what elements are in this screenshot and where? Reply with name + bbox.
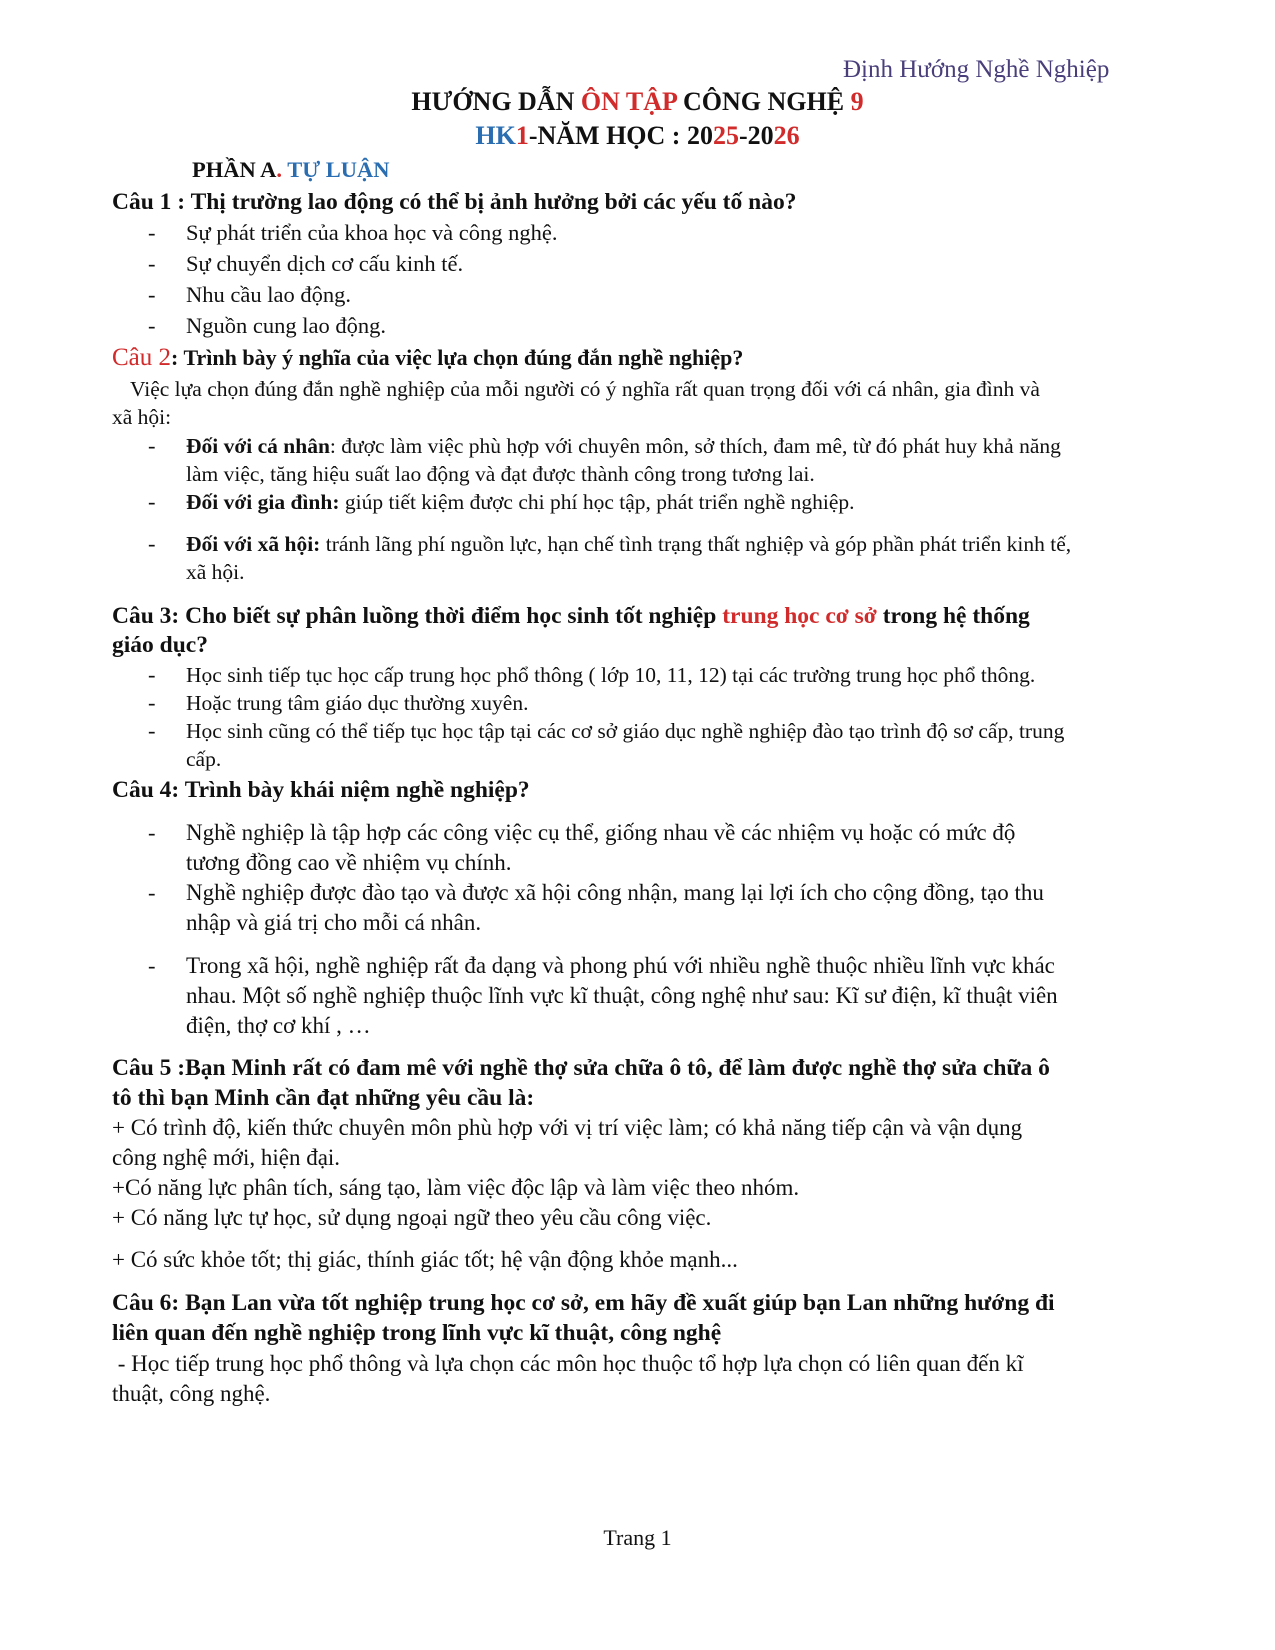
title-part: HK [475, 121, 516, 150]
q1-item: Nguồn cung lao động. [186, 313, 386, 338]
part-a-label: PHẦN A [192, 157, 277, 182]
question-3-text: trong hệ thống [876, 603, 1030, 629]
question-5-line-2: tô thì bạn Minh cần đạt những yêu cầu là: [112, 1085, 535, 1111]
title-part: CÔNG NGHỆ [676, 87, 851, 116]
page-number: Trang 1 [603, 1525, 672, 1550]
q2-intro-line: Việc lựa chọn đúng đắn nghề nghiệp của mỗi người có ý nghĩa rất quan trọng đối với cá nhân, gia đình và [130, 377, 1040, 401]
q2-item-text: : được làm việc phù hợp với chuyên môn, sở thích, đam mê, từ đó phát huy khả năng [329, 434, 1061, 458]
question-3-highlight: trung học cơ sở [722, 603, 877, 629]
q3-item: Hoặc trung tâm giáo dục thường xuyên. [186, 691, 529, 715]
title-part: -NĂM HỌC : 20 [528, 121, 713, 150]
question-2-label: Câu 2 [112, 344, 172, 371]
question-3-line-2: giáo dục? [112, 632, 208, 658]
question-2 [112, 344, 743, 372]
title-part: 1 [515, 121, 529, 150]
q2-item-continuation: làm việc, tăng hiệu suất lao động và đạt được thành công trong tương lai. [186, 462, 815, 486]
q5-answer-line: +Có năng lực phân tích, sáng tạo, làm việc độc lập và làm việc theo nhóm. [112, 1175, 800, 1200]
q1-item: Sự phát triển của khoa học và công nghệ. [186, 220, 558, 245]
bullet-dash: - [148, 953, 156, 978]
q4-item: Trong xã hội, nghề nghiệp rất đa dạng và phong phú với nhiều nghề thuộc nhiều lĩnh vực khác [186, 953, 1055, 978]
q4-item: Nghề nghiệp được đào tạo và được xã hội công nhận, mang lại lợi ích cho cộng đồng, tạo thu [186, 880, 1044, 905]
bullet-dash: - [148, 690, 156, 715]
q4-item-continuation: nhau. Một số nghề nghiệp thuộc lĩnh vực kĩ thuật, công nghệ như sau: Kĩ sư điện, kĩ thuật viên [186, 983, 1058, 1008]
q3-item: Học sinh cũng có thể tiếp tục học tập tại các cơ sở giáo dục nghề nghiệp đào tạo trình độ sơ cấp, trung [186, 719, 1065, 743]
bullet-dash: - [148, 313, 156, 338]
q2-item-label: Đối với cá nhân [186, 434, 330, 458]
part-a-heading [192, 156, 390, 184]
q4-item: Nghề nghiệp là tập hợp các công việc cụ thể, giống nhau về các nhiệm vụ hoặc có mức độ [186, 820, 1016, 845]
title-part: HƯỚNG DẪN [411, 87, 581, 116]
question-6-line-2: liên quan đến nghề nghiệp trong lĩnh vực kĩ thuật, công nghệ [112, 1320, 722, 1346]
q5-answer-line: công nghệ mới, hiện đại. [112, 1145, 341, 1170]
title-part: 9 [850, 87, 864, 116]
question-2-text: : Trình bày ý nghĩa của việc lựa chọn đúng đắn nghề nghiệp? [171, 345, 744, 370]
bullet-dash: - [148, 282, 156, 307]
q4-item-continuation: điện, thợ cơ khí , … [186, 1013, 371, 1038]
question-6: Câu 6: Bạn Lan vừa tốt nghiệp trung học cơ sở, em hãy đề xuất giúp bạn Lan những hướng đi [112, 1290, 1055, 1316]
header-right-text: Định Hướng Nghề Nghiệp [843, 56, 1110, 83]
q2-item [186, 530, 1071, 558]
q2-item [186, 488, 855, 516]
q6-answer-line: - Học tiếp trung học phổ thông và lựa chọn các môn học thuộc tổ hợp lựa chọn có liên quan đến kĩ [112, 1351, 1024, 1376]
title-part: 26 [773, 121, 800, 150]
title-line-1 [0, 88, 1275, 116]
bullet-dash: - [148, 251, 156, 276]
q2-item [186, 432, 1061, 460]
question-1: Câu 1 : Thị trường lao động có thể bị ảnh hưởng bởi các yếu tố nào? [112, 189, 797, 215]
q4-item-continuation: nhập và giá trị cho mỗi cá nhân. [186, 910, 482, 935]
q2-item-text: tránh lãng phí nguồn lực, hạn chế tình trạng thất nghiệp và góp phần phát triển kinh tế, [320, 532, 1072, 556]
q1-item: Sự chuyển dịch cơ cấu kinh tế. [186, 251, 464, 276]
bullet-dash: - [148, 489, 156, 514]
q5-answer-line: + Có sức khỏe tốt; thị giác, thính giác tốt; hệ vận động khỏe mạnh... [112, 1247, 738, 1272]
q2-item-text: giúp tiết kiệm được chi phí học tập, phát triển nghề nghiệp. [339, 490, 855, 514]
q3-item-continuation: cấp. [186, 747, 222, 771]
title-part: ÔN TẬP [580, 87, 677, 116]
q4-item-continuation: tương đồng cao về nhiệm vụ chính. [186, 850, 512, 875]
bullet-dash: - [148, 531, 156, 556]
title-part: 25 [712, 121, 739, 150]
bullet-dash: - [148, 662, 156, 687]
q2-item-label: Đối với xã hội: [186, 532, 321, 556]
question-5: Câu 5 :Bạn Minh rất có đam mê với nghề thợ sửa chữa ô tô, để làm được nghề thợ sửa chữa ô [112, 1055, 1050, 1081]
q5-answer-line: + Có trình độ, kiến thức chuyên môn phù hợp với vị trí việc làm; có khả năng tiếp cận và vận dụng [112, 1115, 1023, 1140]
q3-item: Học sinh tiếp tục học cấp trung học phổ thông ( lớp 10, 11, 12) tại các trường trung học phổ thông. [186, 663, 1036, 687]
q2-item-continuation: xã hội. [186, 560, 245, 584]
part-a-dot: . [276, 157, 282, 182]
bullet-dash: - [148, 820, 156, 845]
q6-answer-line: thuật, công nghệ. [112, 1381, 271, 1406]
question-3-text: Câu 3: Cho biết sự phân luồng thời điểm học sinh tốt nghiệp [112, 603, 723, 629]
part-a-title: TỰ LUẬN [282, 157, 390, 182]
bullet-dash: - [148, 433, 156, 458]
q2-item-label: Đối với gia đình: [186, 490, 340, 514]
q2-intro-line: xã hội: [112, 405, 172, 429]
q5-answer-line: + Có năng lực tự học, sử dụng ngoại ngữ theo yêu cầu công việc. [112, 1205, 712, 1230]
title-part: -20 [738, 121, 774, 150]
question-3 [112, 602, 1030, 630]
q1-item: Nhu cầu lao động. [186, 282, 351, 307]
bullet-dash: - [148, 220, 156, 245]
bullet-dash: - [148, 718, 156, 743]
title-line-2 [0, 122, 1275, 150]
question-4: Câu 4: Trình bày khái niệm nghề nghiệp? [112, 777, 530, 803]
bullet-dash: - [148, 880, 156, 905]
